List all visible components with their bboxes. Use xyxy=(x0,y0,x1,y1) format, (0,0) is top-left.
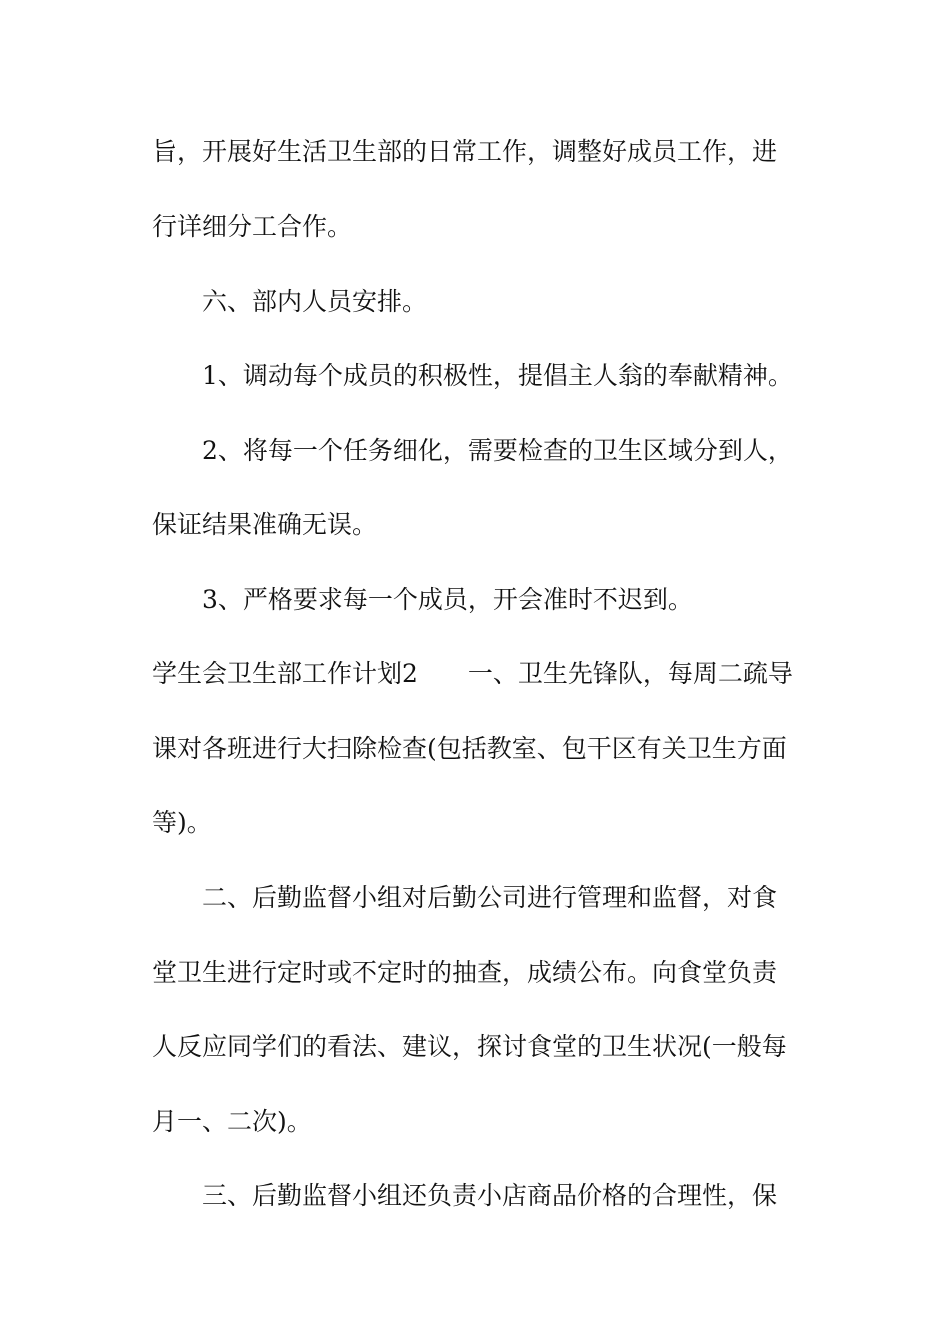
text-line-plan-end: 等)。 xyxy=(152,808,212,837)
text-line-section-three: 三、后勤监督小组还负责小店商品价格的合理性，保 xyxy=(202,1181,778,1210)
text-line-section-two: 二、后勤监督小组对后勤公司进行管理和监督，对食 xyxy=(202,883,778,912)
text-line-1: 旨，开展好生活卫生部的日常工作，调整好成员工作，进 xyxy=(152,137,778,166)
text-line-section-two-cont1: 堂卫生进行定时或不定时的抽查，成绩公布。向食堂负责 xyxy=(152,958,778,987)
text-line-item-2-cont: 保证结果准确无误。 xyxy=(152,510,378,539)
text-line-section-two-cont2: 人反应同学们的看法、建议，探讨食堂的卫生状况(一般每 xyxy=(152,1032,787,1061)
text-line-item-1: 1、调动每个成员的积极性，提倡主人翁的奉献精神。 xyxy=(202,361,793,390)
plan-title-line: 学生会卫生部工作计划2 一、卫生先锋队，每周二疏导 xyxy=(152,659,793,688)
text-line-item-2: 2、将每一个任务细化，需要检查的卫生区域分到人， xyxy=(202,436,793,465)
section-heading-six: 六、部内人员安排。 xyxy=(202,287,428,316)
text-line-section-two-end: 月一、二次)。 xyxy=(152,1107,312,1136)
text-line-item-3: 3、严格要求每一个成员，开会准时不迟到。 xyxy=(202,585,693,614)
text-line-plan-cont: 课对各班进行大扫除检查(包括教室、包干区有关卫生方面 xyxy=(152,734,787,763)
text-line-2: 行详细分工合作。 xyxy=(152,212,353,241)
